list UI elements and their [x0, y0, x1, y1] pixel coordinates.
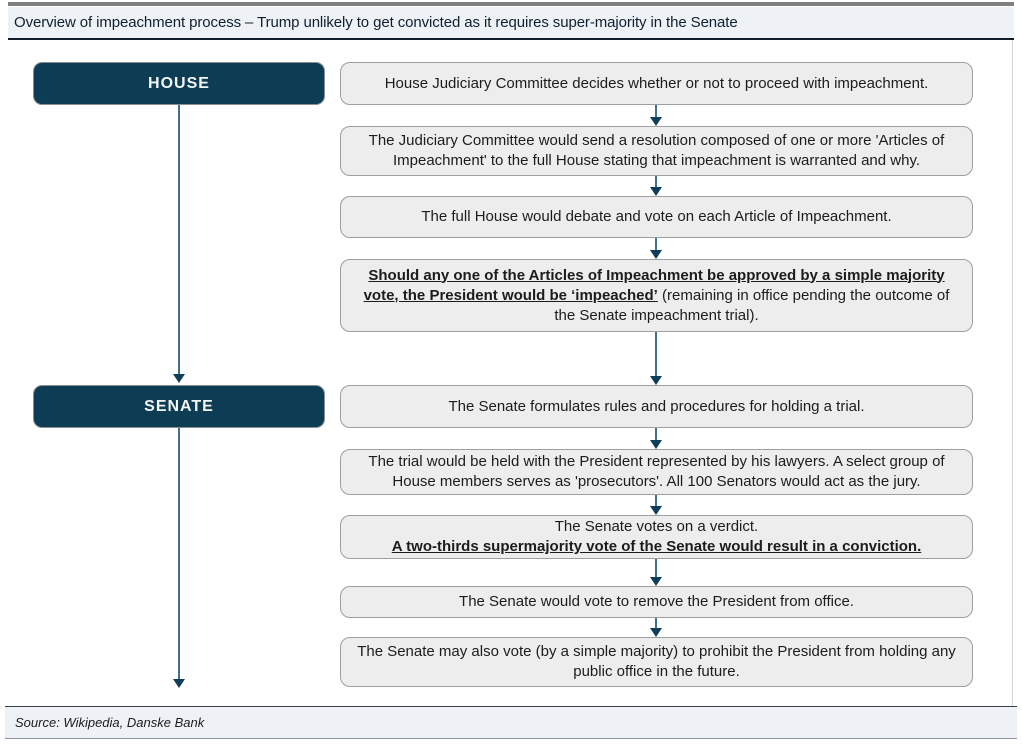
step-text-line1: The Senate votes on a verdict.	[554, 518, 759, 535]
step-box-1	[340, 62, 973, 105]
step-box-9	[340, 637, 973, 687]
down-arrow-icon	[650, 428, 662, 449]
step-text: The Judiciary Committee would send a resolution composed of one or more 'Articles of Impeachment' to the full House stating that impeachment is warranted and why.	[368, 132, 945, 169]
down-arrow-icon	[650, 618, 662, 637]
step-text	[357, 266, 956, 326]
step-box-5	[340, 385, 973, 428]
top-divider	[8, 2, 1014, 6]
title-underline	[8, 38, 1014, 40]
step-text: The Senate may also vote (by a simple majority) to prohibit the President from holding any public office in the future.	[357, 643, 956, 680]
step-box-7	[340, 515, 973, 559]
senate-stage-label: SENATE	[144, 397, 214, 415]
down-arrow-icon	[650, 332, 662, 385]
senate-end-arrow-icon	[173, 428, 185, 688]
step-text: The Senate formulates rules and procedures for holding a trial.	[448, 397, 865, 415]
right-border-line	[1012, 40, 1013, 706]
senate-stage-box	[33, 385, 325, 428]
house-to-senate-arrow-icon	[173, 105, 185, 383]
down-arrow-icon	[650, 176, 662, 196]
step-text-rest: (remaining in office pending the outcome of the Senate impeachment trial).	[554, 286, 950, 324]
down-arrow-icon	[650, 238, 662, 259]
down-arrow-icon	[650, 495, 662, 515]
down-arrow-icon	[650, 559, 662, 586]
step-text: House Judiciary Committee decides whether or not to proceed with impeachment.	[384, 74, 929, 92]
step-text: The full House would debate and vote on each Article of Impeachment.	[421, 208, 892, 225]
source-band	[5, 706, 1017, 739]
down-arrow-icon	[650, 105, 662, 126]
step-box-4	[340, 259, 973, 332]
step-box-8	[340, 586, 973, 618]
step-text-emphasis: Should any one of the Articles of Impeachment be approved by a simple majority vote, the President would be ‘impeached’	[363, 266, 945, 304]
step-text: The trial would be held with the President represented by his lawyers. A select group of House members serves as 'prosecutors'. All 100 Senators would act as the jury.	[368, 453, 945, 490]
step-box-3	[340, 196, 973, 238]
step-text-emphasis: A two-thirds supermajority vote of the Senate would result in a conviction.	[391, 538, 922, 555]
figure-title: Overview of impeachment process – Trump unlikely to get convicted as it requires super-majority in the Senate	[14, 14, 738, 31]
source-text: Source: Wikipedia, Danske Bank	[15, 715, 205, 730]
house-stage-box	[33, 62, 325, 105]
step-text: The Senate would vote to remove the President from office.	[459, 593, 854, 610]
step-box-2	[340, 126, 973, 176]
step-box-6	[340, 449, 973, 495]
house-stage-label: HOUSE	[148, 74, 210, 92]
